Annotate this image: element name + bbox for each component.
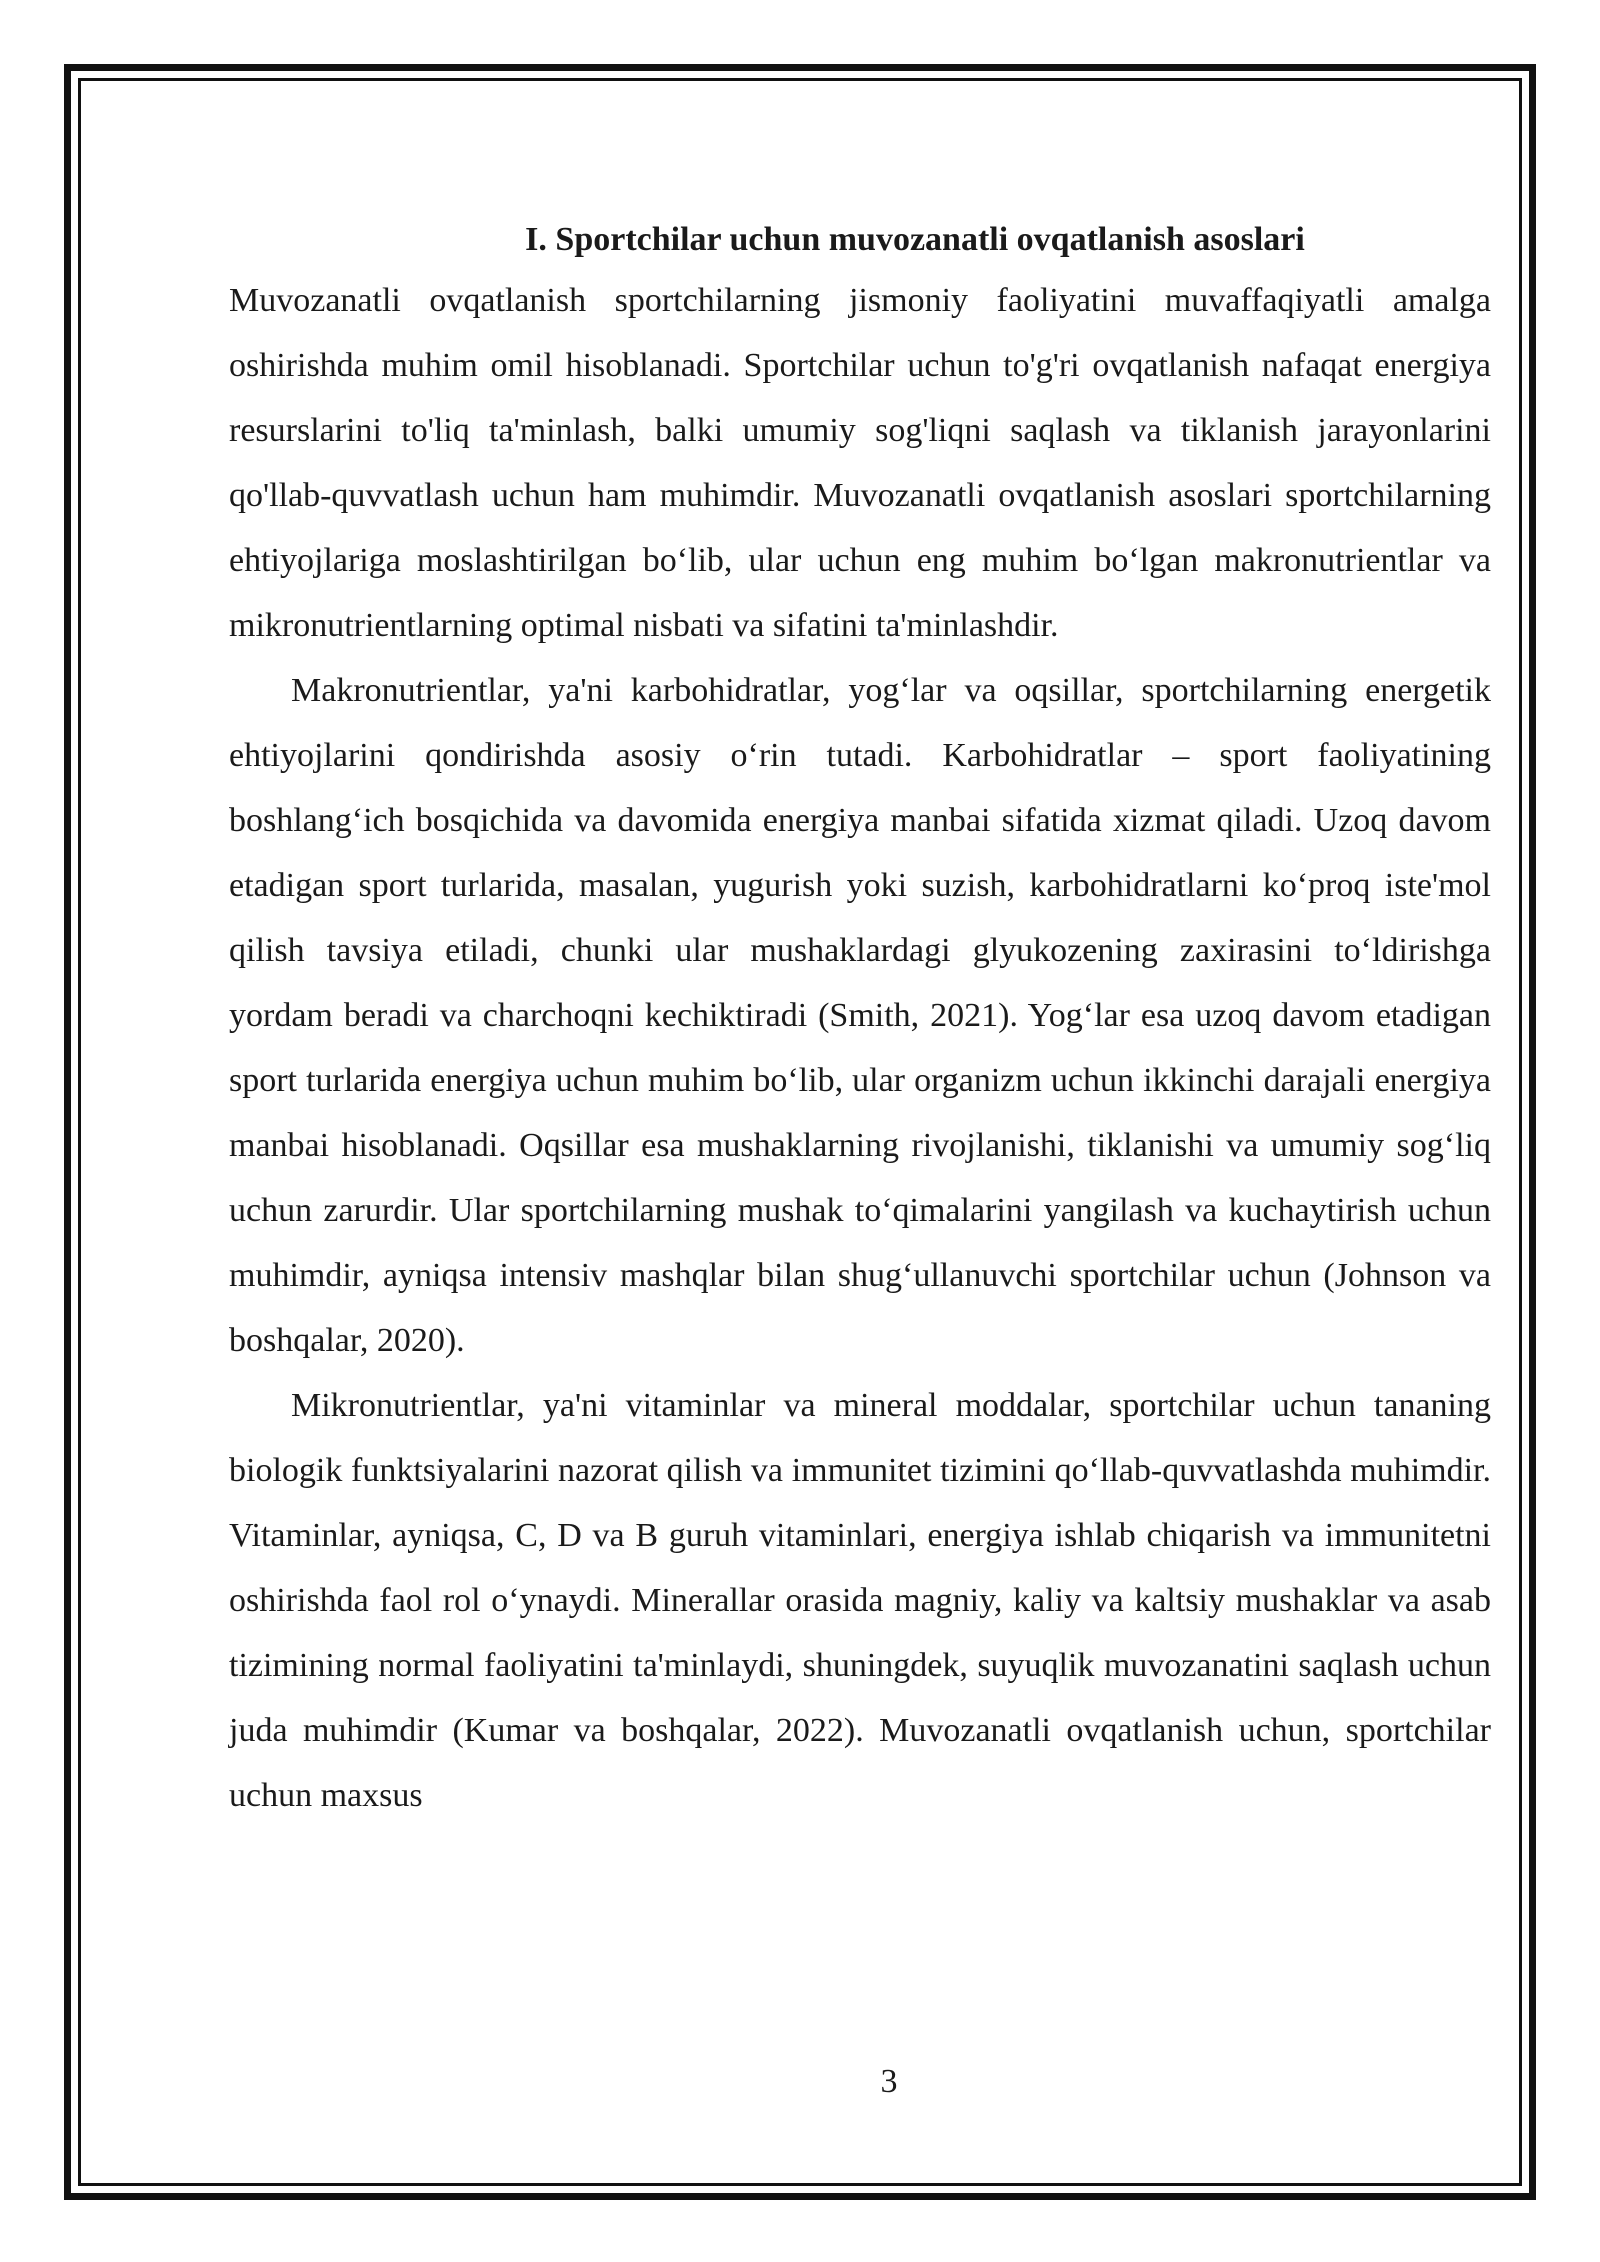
page-content <box>229 212 1491 1828</box>
page-number: 3 <box>880 2063 898 2100</box>
paragraph-3: Mikronutrientlar, ya'ni vitaminlar va mineral moddalar, sportchilar uchun tananing biologik funktsiyalarini nazorat qilish va immunitet tizimini qo‘llab-quvvatlashda muhimdir. Vitaminlar, ayniqsa, C, D va B guruh vitaminlari, energiya ishlab chiqarish va immunitetni oshirishda faol rol o‘ynaydi. Minerallar orasida magniy, kaliy va kaltsiy mushaklar va asab tizimining normal faoliyatini ta'minlaydi, shuningdek, suyuqlik muvozanatini saqlash uchun juda muhimdir (Kumar va boshqalar, 2022). Muvozanatli ovqatlanish uchun, sportchilar uchun maxsus <box>229 1387 1491 1814</box>
section-heading: I. Sportchilar uchun muvozanatli ovqatlanish asoslari <box>525 221 1305 258</box>
paragraph-2: Makronutrientlar, ya'ni karbohidratlar, yog‘lar va oqsillar, sportchilarning energetik ehtiyojlarini qondirishda asosiy o‘rin tutadi. Karbohidratlar – sport faoliyatining boshlang‘ich bosqichida va davomida energiya manbai sifatida xizmat qiladi. Uzoq davom etadigan sport turlarida, masalan, yugurish yoki suzish, karbohidratlarni ko‘proq iste'mol qilish tavsiya etiladi, chunki ular mushaklardagi glyukozening zaxirasini to‘ldirishga yordam beradi va charchoqni kechiktiradi (Smith, 2021). Yog‘lar esa uzoq davom etadigan sport turlarida energiya uchun muhim bo‘lib, ular organizm uchun ikkinchi darajali energiya manbai hisoblanadi. Oqsillar esa mushaklarning rivojlanishi, tiklanishi va umumiy sog‘liq uchun zarurdir. Ular sportchilarning mushak to‘qimalarini yangilash va kuchaytirish uchun muhimdir, ayniqsa intensiv mashqlar bilan shug‘ullanuvchi sportchilar uchun (Johnson va boshqalar, 2020). <box>229 672 1491 1359</box>
paragraph-1: Muvozanatli ovqatlanish sportchilarning jismoniy faoliyatini muvaffaqiyatli amalga oshirishda muhim omil hisoblanadi. Sportchilar uchun to'g'ri ovqatlanish nafaqat energiya resurslarini to'liq ta'minlash, balki umumiy sog'liqni saqlash va tiklanish jarayonlarini qo'llab-quvvatlash uchun ham muhimdir. Muvozanatli ovqatlanish asoslari sportchilarning ehtiyojlariga moslashtirilgan bo‘lib, ular uchun eng muhim bo‘lgan makronutrientlar va mikronutrientlarning optimal nisbati va sifatini ta'minlashdir. <box>229 282 1491 644</box>
